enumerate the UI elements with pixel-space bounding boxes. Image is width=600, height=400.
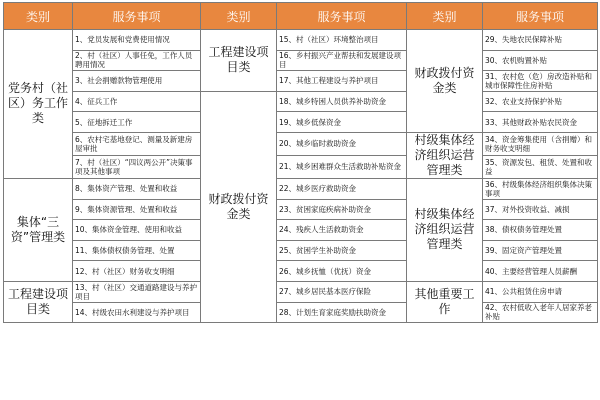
category-cell: 工程建设项目类 (201, 30, 277, 92)
service-item-cell: 13、村（社区）交通道路建设与养护项目 (73, 281, 201, 302)
service-item-cell: 39、固定资产管理处置 (483, 240, 598, 261)
category-cell: 村级集体经济组织运营管理类 (407, 178, 483, 281)
service-item-cell: 35、资源发包、租赁、处置和收益 (483, 155, 598, 178)
service-item-cell: 17、其他工程建设与养护项目 (277, 71, 407, 92)
header-service-items-1: 服务事项 (73, 3, 201, 30)
service-item-cell: 16、乡村振兴产业帮扶和发展建设项目 (277, 50, 407, 71)
table-row (4, 220, 598, 241)
service-item-cell: 2、村（社区）人事任免，工作人员聘用情况 (73, 50, 201, 71)
service-item-cell: 1、党员发展和党费使用情况 (73, 30, 201, 51)
service-item-cell: 32、农业支持保护补贴 (483, 91, 598, 112)
header-category-3: 类别 (407, 3, 483, 30)
service-item-cell: 34、资金筹集使用（含捐赠）和财务收支明细 (483, 132, 598, 155)
table-row (4, 178, 598, 199)
table-row (4, 132, 598, 155)
service-item-cell: 37、对外投资收益、减损 (483, 199, 598, 220)
service-item-cell: 24、残疾人生活救助资金 (277, 220, 407, 241)
table-row (4, 261, 598, 282)
service-item-cell: 26、城乡抚恤（优抚）资金 (277, 261, 407, 282)
category-cell: 村级集体经济组织运营管理类 (407, 132, 483, 178)
service-item-cell: 11、集体债权债务管理、处置 (73, 240, 201, 261)
table-row (4, 30, 598, 51)
service-item-cell: 31、农村危（危）房改造补贴和城市保障性住房补贴 (483, 71, 598, 92)
service-item-cell: 20、城乡临时救助资金 (277, 132, 407, 155)
table-row (4, 240, 598, 261)
header-service-items-2: 服务事项 (277, 3, 407, 30)
table-row (4, 112, 598, 133)
table-row (4, 155, 598, 178)
table-row (4, 71, 598, 92)
service-item-cell: 4、征兵工作 (73, 91, 201, 112)
service-item-cell: 40、主要经营管理人员薪酬 (483, 261, 598, 282)
service-item-cell: 30、农机购置补贴 (483, 50, 598, 71)
service-item-cell: 38、债权债务管理处置 (483, 220, 598, 241)
category-cell: 其他重要工作 (407, 281, 483, 322)
service-item-cell: 33、其他财政补贴农民资金 (483, 112, 598, 133)
service-item-cell: 3、社会捐赠款物管理使用 (73, 71, 201, 92)
category-cell: 财政拨付资金类 (201, 91, 277, 322)
service-item-cell: 36、村级集体经济组织集体决策事项 (483, 178, 598, 199)
header-category-1: 类别 (4, 3, 73, 30)
service-item-cell: 28、计划生育家庭奖励扶助资金 (277, 302, 407, 323)
header-service-items-3: 服务事项 (483, 3, 598, 30)
table-row (4, 199, 598, 220)
table-body (4, 30, 598, 323)
service-item-cell: 23、贫困家庭疾病补助资金 (277, 199, 407, 220)
service-item-cell: 21、城乡困难群众生活救助补贴资金 (277, 155, 407, 178)
service-item-cell: 41、公共租赁住房申请 (483, 281, 598, 302)
service-item-cell: 29、失地农民保障补贴 (483, 30, 598, 51)
category-cell: 党务村（社区）务工作类 (4, 30, 73, 179)
service-item-cell: 15、村（社区）环境整治项目 (277, 30, 407, 51)
service-items-table (3, 2, 598, 323)
service-item-cell: 42、农村低收入老年人居家养老补贴 (483, 302, 598, 323)
category-cell: 财政拨付资金类 (407, 30, 483, 133)
service-item-cell: 7、村（社区）“四议两公开”决策事项及其他事项 (73, 155, 201, 178)
service-item-cell: 18、城乡特困人员供养补助资金 (277, 91, 407, 112)
table-row (4, 281, 598, 302)
service-item-cell: 19、城乡低保资金 (277, 112, 407, 133)
service-item-cell: 6、农村宅基地登记、测量及新建房屋审批 (73, 132, 201, 155)
category-cell: 集体“三资”管理类 (4, 178, 73, 281)
service-item-cell: 5、征地拆迁工作 (73, 112, 201, 133)
service-item-cell: 10、集体资金管理、使用和收益 (73, 220, 201, 241)
header-row (4, 3, 598, 30)
table-row (4, 302, 598, 323)
service-item-cell: 22、城乡医疗救助资金 (277, 178, 407, 199)
service-item-cell: 25、贫困学生补助资金 (277, 240, 407, 261)
header-category-2: 类别 (201, 3, 277, 30)
service-item-cell: 8、集体资产管理、处置和收益 (73, 178, 201, 199)
service-item-cell: 14、村级农田水利建设与养护项目 (73, 302, 201, 323)
category-cell: 工程建设项目类 (4, 281, 73, 322)
service-item-cell: 27、城乡居民基本医疗保险 (277, 281, 407, 302)
service-item-cell: 9、集体资源管理、处置和收益 (73, 199, 201, 220)
table-row (4, 91, 598, 112)
service-item-cell: 12、村（社区）财务收支明细 (73, 261, 201, 282)
table-row (4, 50, 598, 71)
